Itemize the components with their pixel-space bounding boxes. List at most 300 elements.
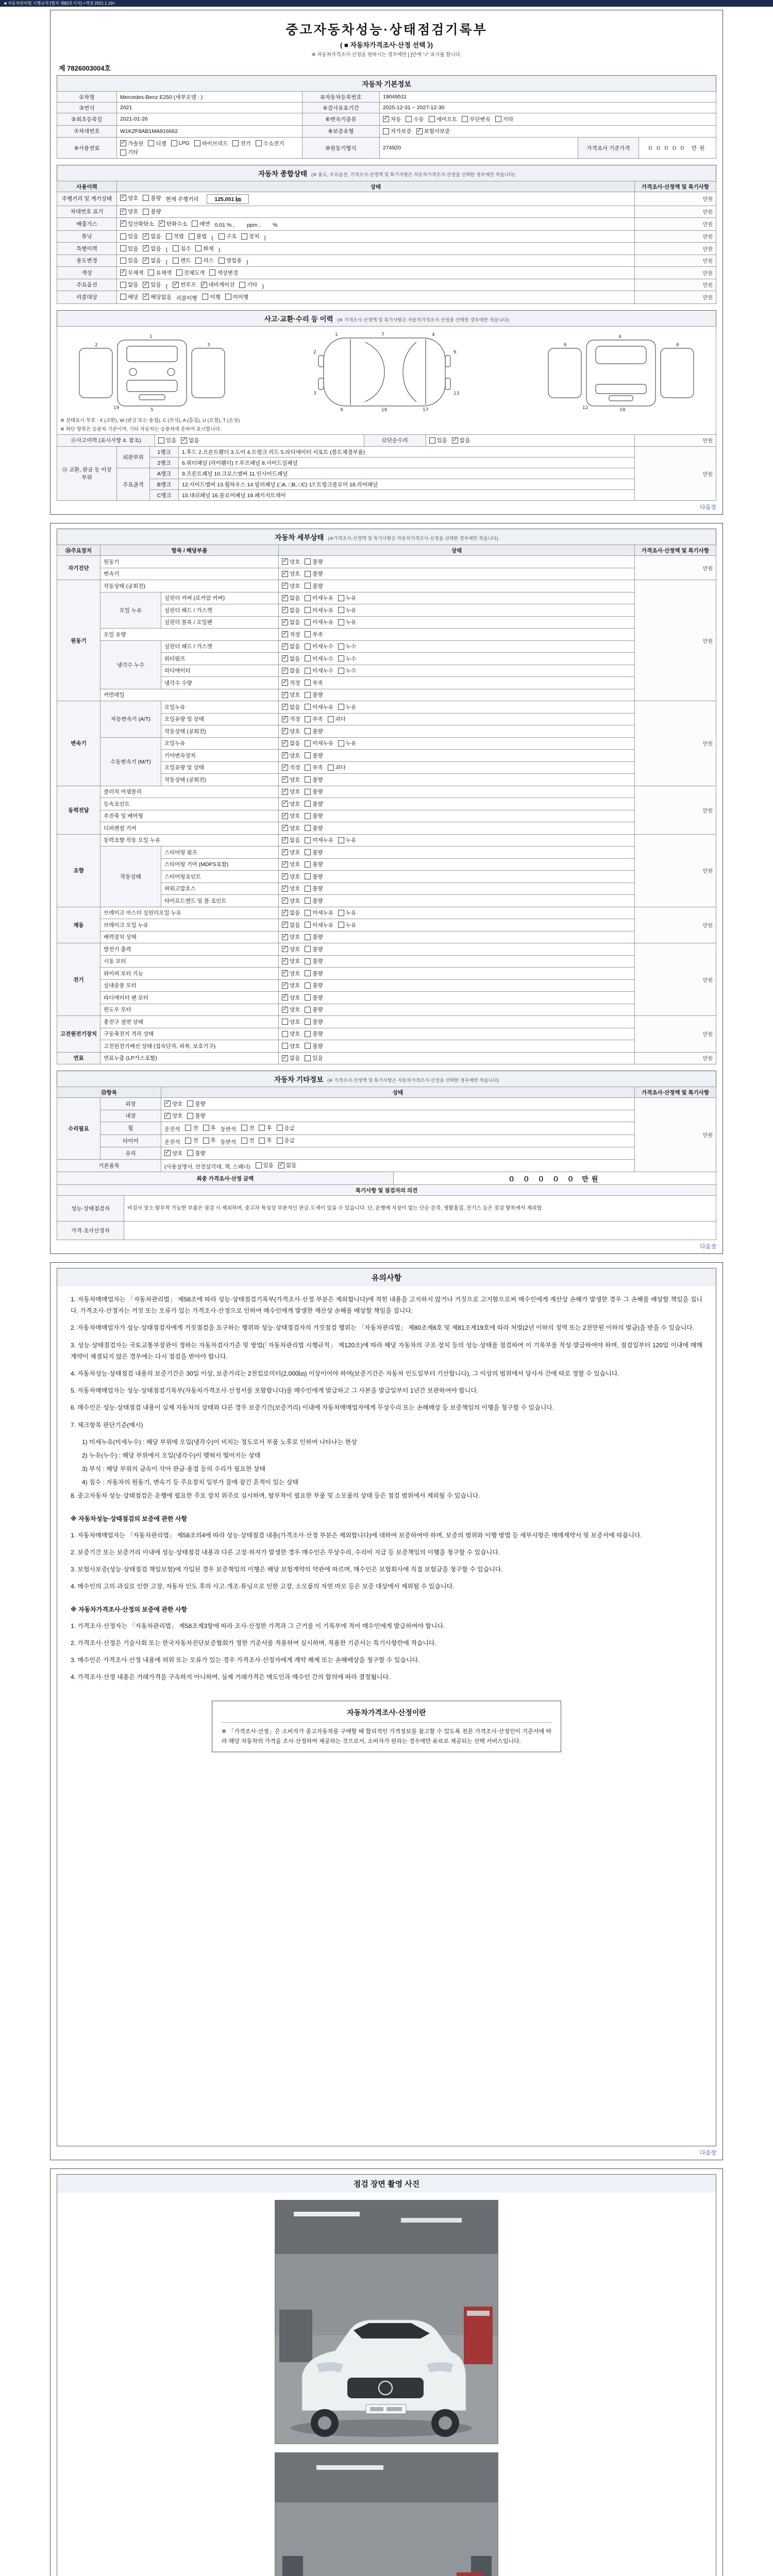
checkbox-없음[interactable] <box>181 436 199 444</box>
checkbox-box[interactable] <box>194 140 200 146</box>
checkbox-불량[interactable] <box>305 873 323 880</box>
checkbox-box[interactable] <box>195 245 201 251</box>
checkbox-미세누유[interactable] <box>305 739 333 747</box>
checkbox-box[interactable] <box>305 1019 311 1025</box>
checkbox-box[interactable] <box>164 1100 171 1107</box>
checkbox-자동[interactable] <box>383 115 401 123</box>
checkbox-box[interactable] <box>406 116 412 122</box>
checkbox-적법[interactable] <box>166 232 184 240</box>
checkbox-적정[interactable] <box>282 715 300 723</box>
checkbox-box[interactable] <box>259 1125 265 1131</box>
checkbox-box[interactable] <box>462 116 468 122</box>
checkbox-box[interactable] <box>305 776 311 783</box>
checkbox-box[interactable] <box>282 607 288 613</box>
checkbox-box[interactable] <box>305 704 311 710</box>
checkbox-양호[interactable] <box>282 981 300 989</box>
checkbox-없음[interactable] <box>282 836 300 844</box>
checkbox-box[interactable] <box>158 437 164 444</box>
checkbox-불량[interactable] <box>305 945 323 953</box>
checkbox-매연[interactable] <box>192 220 210 228</box>
checkbox-구조[interactable] <box>219 232 237 240</box>
checkbox-box[interactable] <box>452 437 458 444</box>
checkbox-누수[interactable] <box>338 667 356 674</box>
checkbox-미세누유[interactable] <box>305 836 333 844</box>
checkbox-box[interactable] <box>305 837 311 843</box>
checkbox-box[interactable] <box>282 776 288 783</box>
checkbox-불량[interactable] <box>305 1018 323 1026</box>
checkbox-리스[interactable] <box>195 257 213 264</box>
checkbox-box[interactable] <box>120 282 126 288</box>
checkbox-미세누유[interactable] <box>305 921 333 929</box>
checkbox-없음[interactable] <box>282 703 300 711</box>
checkbox-양호[interactable] <box>282 860 300 868</box>
checkbox-box[interactable] <box>225 294 231 300</box>
checkbox-침수[interactable] <box>173 245 191 252</box>
checkbox-미이행[interactable] <box>225 293 248 301</box>
checkbox-미세누수[interactable] <box>305 667 333 674</box>
checkbox-불량[interactable] <box>305 994 323 1002</box>
checkbox-box[interactable] <box>143 195 149 201</box>
checkbox-무단변속[interactable] <box>462 115 491 123</box>
checkbox-없음[interactable] <box>143 245 161 252</box>
checkbox-불량[interactable] <box>305 788 323 795</box>
checkbox-box[interactable] <box>277 1138 283 1144</box>
checkbox-box[interactable] <box>185 1125 191 1131</box>
checkbox-box[interactable] <box>305 716 311 722</box>
checkbox-box[interactable] <box>282 873 288 879</box>
checkbox-box[interactable] <box>338 922 344 928</box>
checkbox-box[interactable] <box>305 994 311 1001</box>
checkbox-양호[interactable] <box>282 570 300 578</box>
checkbox-box[interactable] <box>282 886 288 892</box>
checkbox-전[interactable] <box>241 1124 254 1132</box>
checkbox-box[interactable] <box>120 294 126 300</box>
checkbox-box[interactable] <box>282 946 288 952</box>
checkbox-전체도색[interactable] <box>176 269 205 277</box>
checkbox-box[interactable] <box>143 209 149 215</box>
checkbox-불량[interactable] <box>305 812 323 820</box>
checkbox-box[interactable] <box>338 655 344 662</box>
checkbox-불량[interactable] <box>305 897 323 905</box>
checkbox-box[interactable] <box>305 825 311 831</box>
checkbox-box[interactable] <box>305 946 311 952</box>
checkbox-box[interactable] <box>219 233 225 240</box>
checkbox-하이브리드[interactable] <box>194 140 228 147</box>
checkbox-box[interactable] <box>338 643 344 650</box>
checkbox-누유[interactable] <box>338 739 356 747</box>
checkbox-부족[interactable] <box>305 715 323 723</box>
checkbox-box[interactable] <box>305 1043 311 1049</box>
price-select-option[interactable]: ( ■ 자동차가격조사·산정 선택 》) <box>340 41 433 49</box>
checkbox-box[interactable] <box>282 752 288 758</box>
checkbox-box[interactable] <box>176 269 182 276</box>
checkbox-응급[interactable] <box>277 1137 295 1144</box>
checkbox-양호[interactable] <box>282 776 300 784</box>
checkbox-box[interactable] <box>282 958 288 964</box>
checkbox-box[interactable] <box>305 1031 311 1037</box>
checkbox-box[interactable] <box>143 233 149 240</box>
checkbox-전기[interactable] <box>232 140 250 147</box>
checkbox-box[interactable] <box>338 740 344 747</box>
checkbox-없음[interactable] <box>282 594 300 602</box>
checkbox-box[interactable] <box>305 765 311 771</box>
checkbox-불량[interactable] <box>187 1149 205 1157</box>
checkbox-양호[interactable] <box>282 1042 300 1050</box>
checkbox-box[interactable] <box>305 619 311 625</box>
checkbox-기타[interactable] <box>120 148 138 156</box>
checkbox-양호[interactable] <box>282 957 300 965</box>
checkbox-box[interactable] <box>148 269 154 276</box>
checkbox-있음[interactable] <box>158 436 176 444</box>
checkbox-box[interactable] <box>282 1031 288 1037</box>
checkbox-box[interactable] <box>282 970 288 976</box>
checkbox-있음[interactable] <box>429 436 447 444</box>
checkbox-box[interactable] <box>305 813 311 819</box>
checkbox-장치[interactable] <box>241 232 259 240</box>
checkbox-없음[interactable] <box>282 921 300 929</box>
checkbox-네비게이션[interactable] <box>201 281 235 289</box>
checkbox-box[interactable] <box>239 282 245 288</box>
checkbox-기타[interactable] <box>239 281 257 289</box>
checkbox-없음[interactable] <box>143 232 161 240</box>
checkbox-미세누수[interactable] <box>305 655 333 663</box>
checkbox-탄화수소[interactable] <box>159 220 188 228</box>
checkbox-box[interactable] <box>120 233 126 240</box>
checkbox-과다[interactable] <box>328 715 346 723</box>
checkbox-box[interactable] <box>305 680 311 686</box>
checkbox-전[interactable] <box>241 1137 254 1144</box>
checkbox-불량[interactable] <box>305 849 323 856</box>
checkbox-box[interactable] <box>282 861 288 868</box>
checkbox-수동[interactable] <box>406 115 424 123</box>
checkbox-box[interactable] <box>259 1138 265 1144</box>
checkbox-불량[interactable] <box>305 570 323 578</box>
checkbox-불량[interactable] <box>305 957 323 965</box>
checkbox-box[interactable] <box>305 571 311 577</box>
checkbox-있음[interactable] <box>120 257 138 264</box>
checkbox-부족[interactable] <box>305 764 323 771</box>
checkbox-불량[interactable] <box>305 860 323 868</box>
checkbox-일산화탄소[interactable] <box>120 220 154 228</box>
checkbox-box[interactable] <box>173 245 179 251</box>
checkbox-box[interactable] <box>187 1113 193 1119</box>
checkbox-box[interactable] <box>241 1125 247 1131</box>
checkbox-box[interactable] <box>305 752 311 758</box>
checkbox-box[interactable] <box>201 282 207 288</box>
checkbox-후[interactable] <box>259 1137 272 1144</box>
checkbox-누유[interactable] <box>338 618 356 626</box>
checkbox-과다[interactable] <box>328 764 346 771</box>
checkbox-box[interactable] <box>282 789 288 795</box>
checkbox-box[interactable] <box>305 886 311 892</box>
checkbox-부족[interactable] <box>305 679 323 687</box>
checkbox-있음[interactable] <box>120 245 138 252</box>
checkbox-box[interactable] <box>338 595 344 601</box>
checkbox-box[interactable] <box>282 994 288 1001</box>
checkbox-box[interactable] <box>495 116 501 122</box>
checkbox-box[interactable] <box>282 728 288 734</box>
checkbox-양호[interactable] <box>282 849 300 856</box>
checkbox-불량[interactable] <box>305 1006 323 1013</box>
checkbox-box[interactable] <box>338 607 344 613</box>
checkbox-box[interactable] <box>305 631 311 637</box>
next-page-link[interactable]: 다음장 <box>700 504 716 511</box>
checkbox-box[interactable] <box>282 1043 288 1049</box>
checkbox-box[interactable] <box>120 258 126 264</box>
checkbox-box[interactable] <box>282 825 288 831</box>
checkbox-box[interactable] <box>173 258 179 264</box>
checkbox-불량[interactable] <box>143 194 161 202</box>
checkbox-box[interactable] <box>305 861 311 868</box>
checkbox-세미오토[interactable] <box>429 115 458 123</box>
checkbox-없음[interactable] <box>282 618 300 626</box>
checkbox-없음[interactable] <box>282 739 300 747</box>
checkbox-box[interactable] <box>305 583 311 589</box>
checkbox-미세누유[interactable] <box>305 703 333 711</box>
checkbox-box[interactable] <box>181 437 187 444</box>
checkbox-box[interactable] <box>282 692 288 698</box>
checkbox-양호[interactable] <box>282 752 300 759</box>
checkbox-box[interactable] <box>282 619 288 625</box>
checkbox-box[interactable] <box>338 704 344 710</box>
checkbox-box[interactable] <box>187 1150 193 1156</box>
checkbox-box[interactable] <box>187 1100 193 1107</box>
checkbox-누수[interactable] <box>338 642 356 650</box>
checkbox-없음[interactable] <box>282 909 300 917</box>
checkbox-누유[interactable] <box>338 703 356 711</box>
checkbox-불량[interactable] <box>143 208 161 215</box>
checkbox-불량[interactable] <box>305 1042 323 1050</box>
checkbox-누유[interactable] <box>338 836 356 844</box>
checkbox-불량[interactable] <box>305 776 323 784</box>
checkbox-불량[interactable] <box>305 752 323 759</box>
checkbox-누유[interactable] <box>338 909 356 917</box>
checkbox-box[interactable] <box>305 934 311 940</box>
checkbox-box[interactable] <box>282 655 288 662</box>
checkbox-양호[interactable] <box>282 824 300 832</box>
checkbox-수소전기[interactable] <box>256 140 284 147</box>
checkbox-후[interactable] <box>203 1124 216 1132</box>
checkbox-box[interactable] <box>282 571 288 577</box>
checkbox-box[interactable] <box>256 1162 262 1168</box>
checkbox-렌트[interactable] <box>173 257 191 264</box>
checkbox-해당[interactable] <box>120 293 138 301</box>
checkbox-없음[interactable] <box>282 667 300 674</box>
checkbox-미세누유[interactable] <box>305 618 333 626</box>
checkbox-전[interactable] <box>185 1124 198 1132</box>
checkbox-box[interactable] <box>305 668 311 674</box>
checkbox-box[interactable] <box>120 245 126 251</box>
checkbox-불량[interactable] <box>305 1030 323 1038</box>
checkbox-box[interactable] <box>305 643 311 650</box>
checkbox-box[interactable] <box>202 294 208 300</box>
checkbox-box[interactable] <box>305 728 311 734</box>
checkbox-양호[interactable] <box>120 194 138 202</box>
checkbox-box[interactable] <box>305 692 311 698</box>
checkbox-box[interactable] <box>305 982 311 989</box>
checkbox-box[interactable] <box>278 1162 284 1168</box>
checkbox-양호[interactable] <box>120 208 138 215</box>
checkbox-불법[interactable] <box>189 232 207 240</box>
checkbox-불량[interactable] <box>305 691 323 699</box>
checkbox-누유[interactable] <box>338 921 356 929</box>
checkbox-없음[interactable] <box>120 281 138 289</box>
checkbox-box[interactable] <box>282 716 288 722</box>
checkbox-양호[interactable] <box>282 994 300 1002</box>
checkbox-box[interactable] <box>195 258 201 264</box>
checkbox-누유[interactable] <box>338 594 356 602</box>
checkbox-해당없음[interactable] <box>143 293 172 301</box>
checkbox-미세누유[interactable] <box>305 594 333 602</box>
checkbox-box[interactable] <box>120 140 126 146</box>
checkbox-box[interactable] <box>305 558 311 565</box>
checkbox-불량[interactable] <box>305 558 323 566</box>
checkbox-누유[interactable] <box>338 606 356 614</box>
checkbox-box[interactable] <box>143 245 149 251</box>
checkbox-미세누유[interactable] <box>305 606 333 614</box>
checkbox-box[interactable] <box>143 282 149 288</box>
checkbox-box[interactable] <box>282 801 288 807</box>
checkbox-없음[interactable] <box>282 606 300 614</box>
checkbox-양호[interactable] <box>164 1149 182 1157</box>
checkbox-디젤[interactable] <box>148 140 166 147</box>
checkbox-후[interactable] <box>259 1124 272 1132</box>
checkbox-box[interactable] <box>256 140 262 146</box>
checkbox-적정[interactable] <box>282 679 300 687</box>
checkbox-유채색[interactable] <box>148 269 171 277</box>
checkbox-box[interactable] <box>282 680 288 686</box>
checkbox-box[interactable] <box>282 558 288 565</box>
checkbox-불량[interactable] <box>305 933 323 941</box>
checkbox-box[interactable] <box>171 140 177 146</box>
checkbox-box[interactable] <box>305 655 311 662</box>
checkbox-자가보증[interactable] <box>383 127 412 135</box>
checkbox-box[interactable] <box>143 294 149 300</box>
checkbox-미세누유[interactable] <box>305 909 333 917</box>
checkbox-이행[interactable] <box>202 293 220 301</box>
checkbox-불량[interactable] <box>305 800 323 808</box>
checkbox-box[interactable] <box>185 1138 191 1144</box>
checkbox-box[interactable] <box>282 934 288 940</box>
checkbox-box[interactable] <box>305 1055 311 1061</box>
checkbox-box[interactable] <box>282 583 288 589</box>
checkbox-부족[interactable] <box>305 631 323 638</box>
checkbox-box[interactable] <box>232 140 239 146</box>
checkbox-양호[interactable] <box>282 1018 300 1026</box>
checkbox-box[interactable] <box>282 740 288 747</box>
checkbox-box[interactable] <box>305 801 311 807</box>
checkbox-적정[interactable] <box>282 764 300 771</box>
checkbox-box[interactable] <box>282 849 288 855</box>
checkbox-양호[interactable] <box>282 691 300 699</box>
checkbox-box[interactable] <box>305 789 311 795</box>
checkbox-불량[interactable] <box>305 727 323 735</box>
checkbox-없음[interactable] <box>282 655 300 663</box>
checkbox-box[interactable] <box>282 982 288 989</box>
checkbox-box[interactable] <box>305 970 311 976</box>
checkbox-양호[interactable] <box>282 933 300 941</box>
checkbox-양호[interactable] <box>282 727 300 735</box>
checkbox-box[interactable] <box>429 437 435 444</box>
checkbox-box[interactable] <box>383 116 389 122</box>
checkbox-있음[interactable] <box>143 281 161 289</box>
checkbox-미세누수[interactable] <box>305 642 333 650</box>
checkbox-box[interactable] <box>120 269 126 276</box>
checkbox-box[interactable] <box>328 765 334 771</box>
checkbox-box[interactable] <box>241 233 247 240</box>
checkbox-box[interactable] <box>305 897 311 904</box>
checkbox-양호[interactable] <box>282 945 300 953</box>
checkbox-없음[interactable] <box>452 436 470 444</box>
checkbox-불량[interactable] <box>305 970 323 977</box>
checkbox-썬루프[interactable] <box>173 281 196 289</box>
checkbox-box[interactable] <box>338 619 344 625</box>
checkbox-불량[interactable] <box>187 1112 205 1120</box>
checkbox-box[interactable] <box>120 195 126 201</box>
checkbox-box[interactable] <box>282 897 288 904</box>
checkbox-box[interactable] <box>120 209 126 215</box>
checkbox-적정[interactable] <box>282 631 300 638</box>
next-page-link[interactable]: 다음장 <box>700 1244 716 1250</box>
checkbox-box[interactable] <box>282 643 288 650</box>
checkbox-box[interactable] <box>219 258 225 264</box>
checkbox-box[interactable] <box>282 910 288 916</box>
checkbox-양호[interactable] <box>282 1006 300 1013</box>
checkbox-있음[interactable] <box>256 1161 274 1169</box>
checkbox-box[interactable] <box>282 765 288 771</box>
checkbox-양호[interactable] <box>282 788 300 795</box>
checkbox-양호[interactable] <box>282 970 300 977</box>
checkbox-box[interactable] <box>120 221 126 227</box>
checkbox-box[interactable] <box>282 1019 288 1025</box>
checkbox-box[interactable] <box>282 668 288 674</box>
checkbox-전[interactable] <box>185 1137 198 1144</box>
checkbox-불량[interactable] <box>305 981 323 989</box>
checkbox-없음[interactable] <box>143 257 161 264</box>
checkbox-box[interactable] <box>282 1007 288 1013</box>
checkbox-box[interactable] <box>328 716 334 722</box>
next-page-link[interactable]: 다음장 <box>700 2150 716 2156</box>
checkbox-응급[interactable] <box>277 1124 295 1132</box>
checkbox-없음[interactable] <box>282 642 300 650</box>
checkbox-box[interactable] <box>416 128 423 134</box>
checkbox-box[interactable] <box>305 607 311 613</box>
checkbox-box[interactable] <box>148 140 154 146</box>
checkbox-box[interactable] <box>305 740 311 747</box>
checkbox-box[interactable] <box>305 595 311 601</box>
checkbox-LPG[interactable] <box>171 140 190 146</box>
checkbox-양호[interactable] <box>282 897 300 905</box>
checkbox-box[interactable] <box>305 1007 311 1013</box>
checkbox-box[interactable] <box>192 221 198 227</box>
checkbox-box[interactable] <box>209 269 215 276</box>
checkbox-양호[interactable] <box>282 558 300 566</box>
checkbox-box[interactable] <box>282 631 288 637</box>
checkbox-가솔린[interactable] <box>120 140 143 147</box>
checkbox-box[interactable] <box>173 282 179 288</box>
checkbox-양호[interactable] <box>282 800 300 808</box>
checkbox-양호[interactable] <box>282 812 300 820</box>
checkbox-후[interactable] <box>203 1137 216 1144</box>
checkbox-box[interactable] <box>282 922 288 928</box>
checkbox-양호[interactable] <box>282 582 300 590</box>
checkbox-양호[interactable] <box>282 885 300 892</box>
checkbox-양호[interactable] <box>282 873 300 880</box>
checkbox-양호[interactable] <box>164 1112 182 1120</box>
checkbox-box[interactable] <box>282 813 288 819</box>
checkbox-box[interactable] <box>241 1138 247 1144</box>
checkbox-화재[interactable] <box>195 245 213 252</box>
